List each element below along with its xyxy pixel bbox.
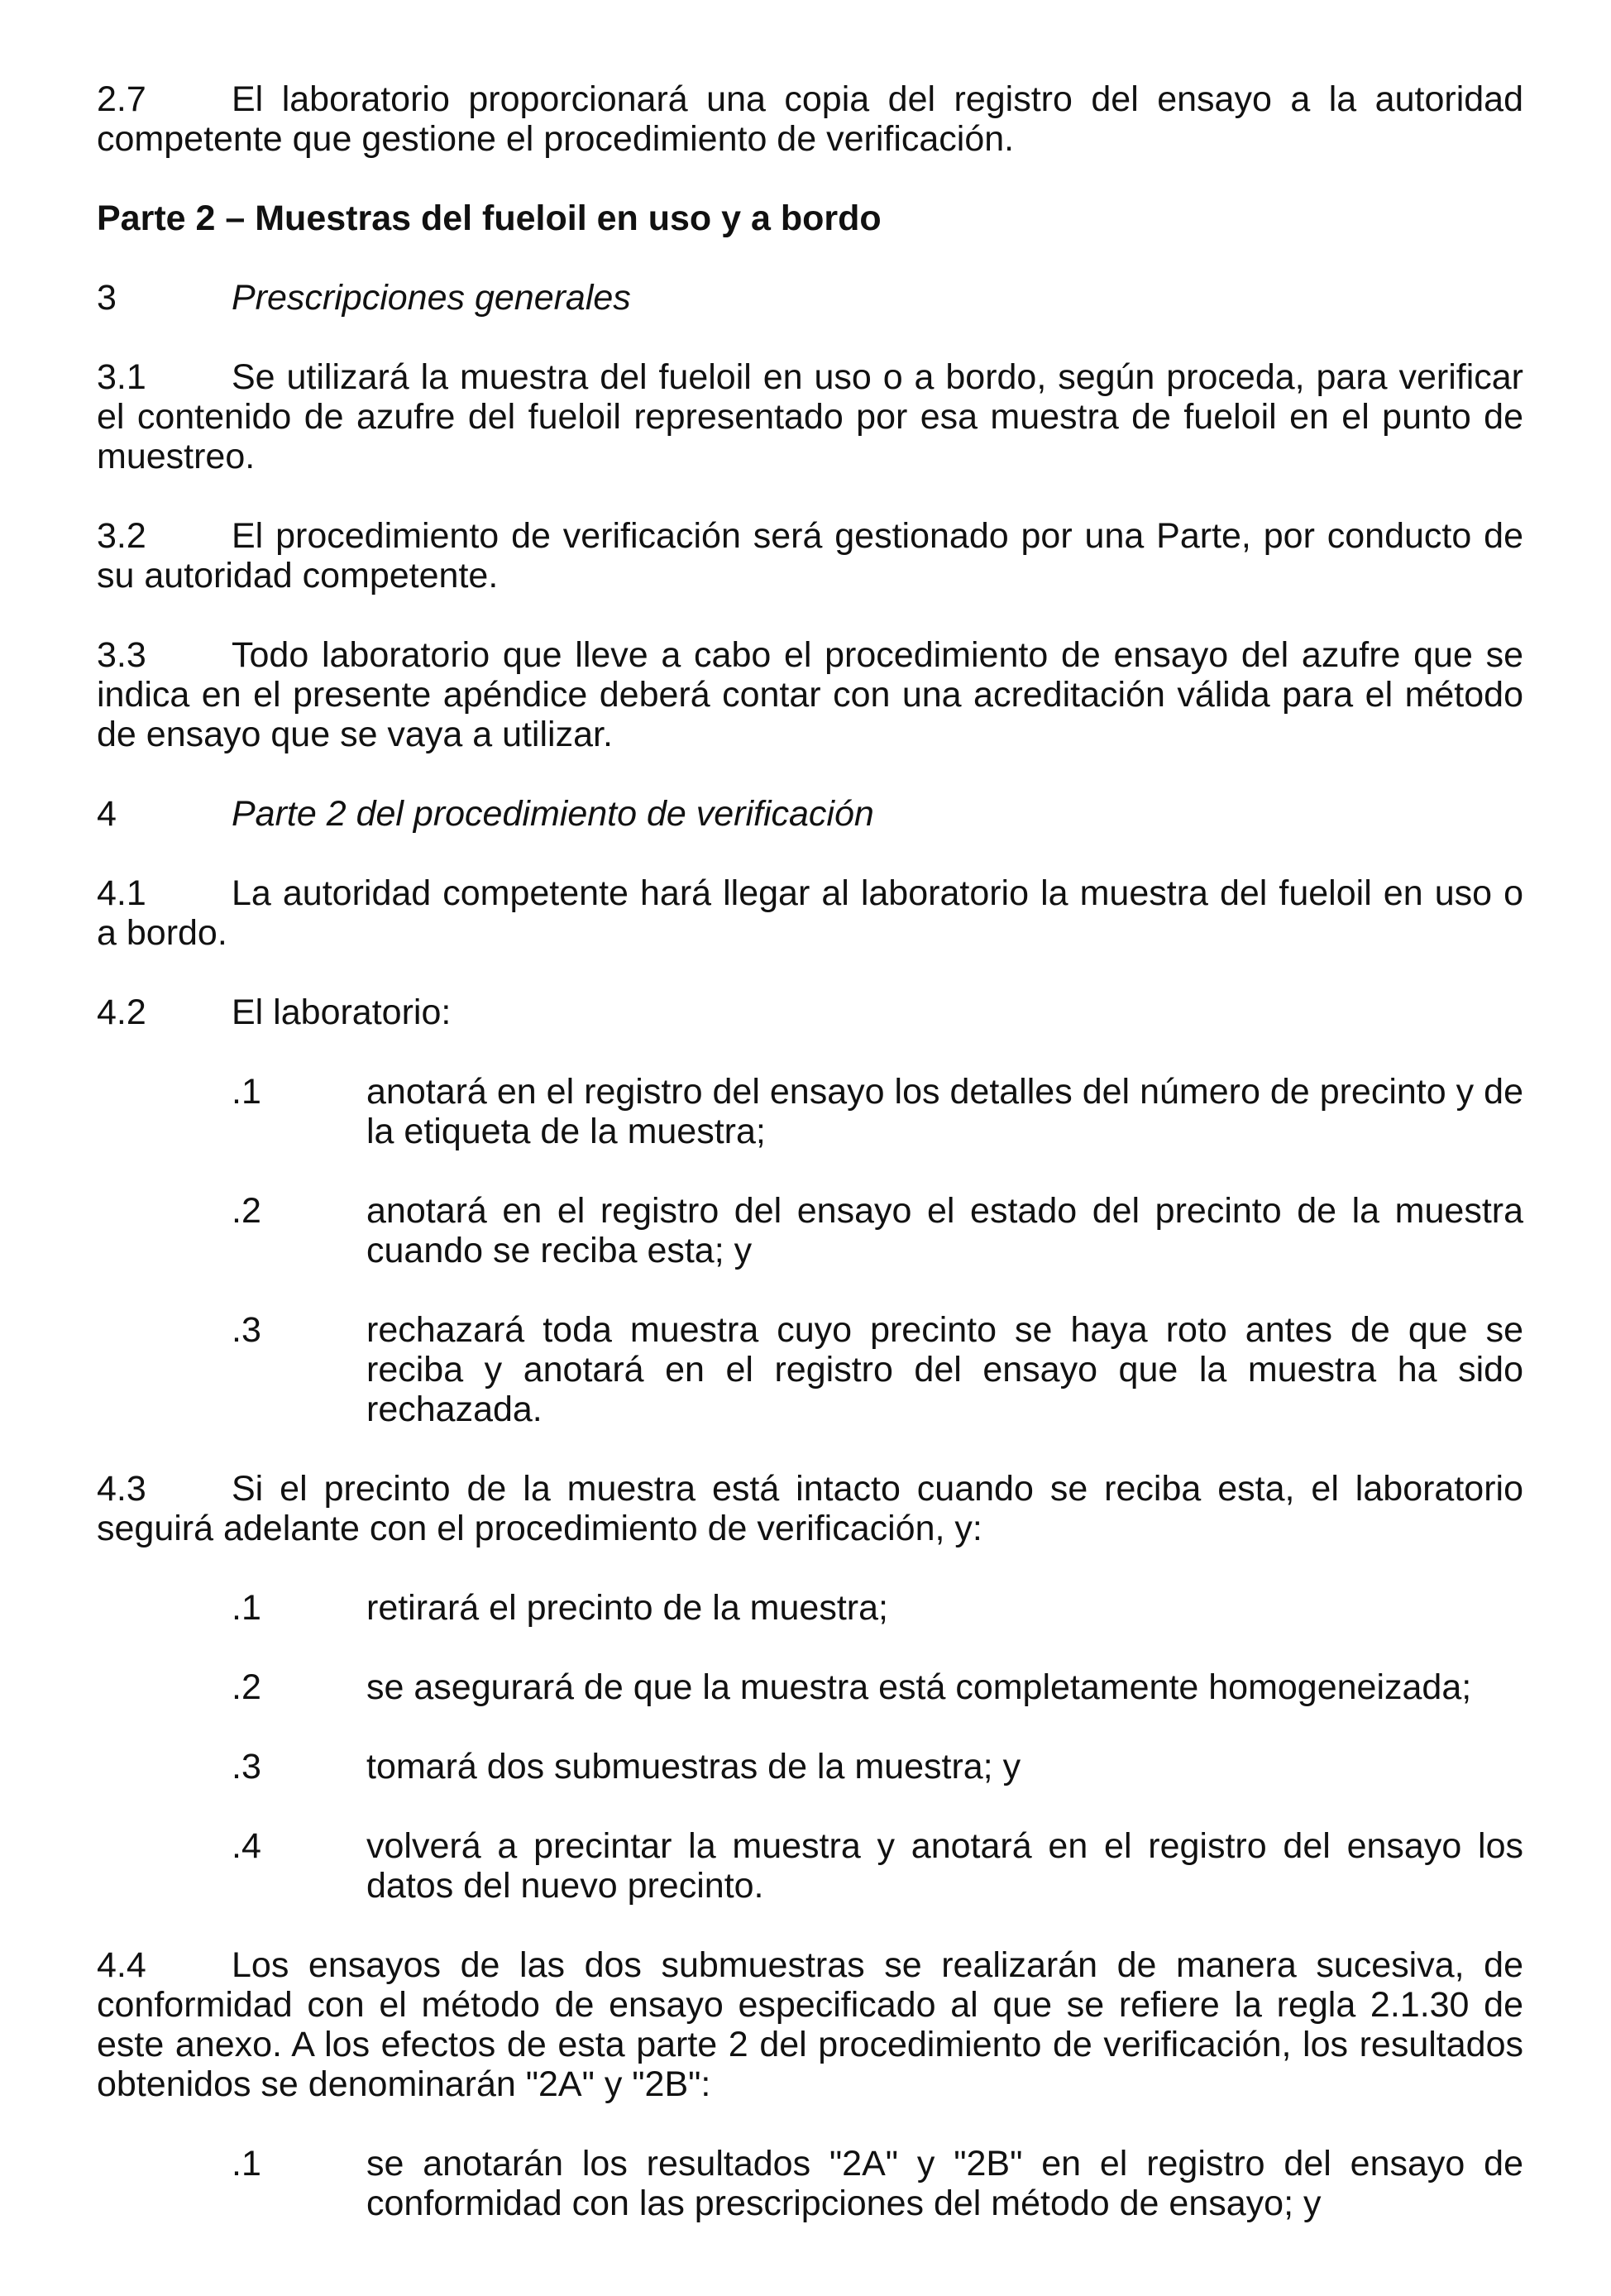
list-item-4-4-1 <box>232 2144 1523 2223</box>
document-page <box>97 79 1523 2223</box>
list-item-4-2-3 <box>232 1310 1523 1429</box>
list-item-4-3-1 <box>232 1588 1523 1628</box>
item-text: anotará en el registro del ensayo el estado del precinto de la muestra cuando se reciba esta; y <box>366 1191 1523 1270</box>
list-item-4-2-1 <box>232 1072 1523 1151</box>
item-number: .3 <box>232 1310 261 1350</box>
item-number: .1 <box>232 1588 261 1628</box>
paragraph-number: 3.1 <box>97 357 146 397</box>
item-number: .1 <box>232 1072 261 1112</box>
section-number: 4 <box>97 794 117 834</box>
item-text: anotará en el registro del ensayo los detalles del número de precinto y de la etiqueta de la muestra; <box>366 1072 1523 1151</box>
paragraph-number: 4.2 <box>97 993 146 1032</box>
paragraph-number: 3.2 <box>97 516 146 556</box>
paragraph-text: Los ensayos de las dos submuestras se realizarán de manera sucesiva, de conformidad con el método de ensayo especificado al que se refiere la regla 2.1.30 de este anexo. A los efectos de esta parte 2 del procedimiento de verificación, los resultados obtenidos se denominarán "2A" y "2B": <box>97 1945 1523 2104</box>
paragraph-number: 4.3 <box>97 1469 146 1509</box>
paragraph-number: 3.3 <box>97 635 146 675</box>
paragraph-number: 4.1 <box>97 873 146 913</box>
list-item-4-3-4 <box>232 1826 1523 1906</box>
item-number: .4 <box>232 1826 261 1866</box>
paragraph-number: 4.4 <box>97 1945 146 1985</box>
item-text: se asegurará de que la muestra está completamente homogeneizada; <box>366 1667 1472 1707</box>
item-text: se anotarán los resultados "2A" y "2B" en el registro del ensayo de conformidad con las prescripciones del método de ensayo; y <box>366 2144 1523 2223</box>
paragraph-text: Si el precinto de la muestra está intacto cuando se reciba esta, el laboratorio seguirá adelante con el procedimiento de verificación, y: <box>97 1469 1523 1548</box>
paragraph-4-3 <box>97 1469 1523 1548</box>
list-item-4-2-2 <box>232 1191 1523 1270</box>
item-number: .1 <box>232 2144 261 2184</box>
paragraph-text: El laboratorio: <box>232 993 452 1032</box>
section-3-heading <box>97 278 1523 318</box>
item-text: retirará el precinto de la muestra; <box>366 1588 888 1628</box>
part-2-heading: Parte 2 – Muestras del fueloil en uso y a bordo <box>97 199 882 238</box>
item-number: .2 <box>232 1191 261 1231</box>
paragraph-text: El laboratorio proporcionará una copia del registro del ensayo a la autoridad competente que gestione el procedimiento de verificación. <box>97 79 1523 159</box>
section-title: Prescripciones generales <box>232 278 631 318</box>
paragraph-text: Todo laboratorio que lleve a cabo el procedimiento de ensayo del azufre que se indica en el presente apéndice deberá contar con una acreditación válida para el método de ensayo que se vaya a utilizar. <box>97 635 1523 754</box>
section-number: 3 <box>97 278 117 318</box>
item-text: tomará dos submuestras de la muestra; y <box>366 1747 1021 1787</box>
section-title: Parte 2 del procedimiento de verificación <box>232 794 874 834</box>
item-number: .3 <box>232 1747 261 1787</box>
section-4-heading <box>97 794 1523 834</box>
paragraph-text: Se utilizará la muestra del fueloil en uso o a bordo, según proceda, para verificar el contenido de azufre del fueloil representado por esa muestra de fueloil en el punto de muestreo. <box>97 357 1523 476</box>
paragraph-number: 2.7 <box>97 79 146 119</box>
paragraph-4-2 <box>97 993 1523 1032</box>
paragraph-text: La autoridad competente hará llegar al laboratorio la muestra del fueloil en uso o a bordo. <box>97 873 1523 953</box>
list-item-4-3-2 <box>232 1667 1523 1707</box>
paragraph-3-2 <box>97 516 1523 596</box>
item-text: rechazará toda muestra cuyo precinto se haya roto antes de que se reciba y anotará en el registro del ensayo que la muestra ha sido rechazada. <box>366 1310 1523 1429</box>
list-item-4-3-3 <box>232 1747 1523 1787</box>
paragraph-text: El procedimiento de verificación será gestionado por una Parte, por conducto de su autoridad competente. <box>97 516 1523 596</box>
item-text: volverá a precintar la muestra y anotará en el registro del ensayo los datos del nuevo precinto. <box>366 1826 1523 1906</box>
paragraph-3-1 <box>97 357 1523 476</box>
paragraph-3-3 <box>97 635 1523 754</box>
paragraph-2-7 <box>97 79 1523 159</box>
item-number: .2 <box>232 1667 261 1707</box>
paragraph-4-4 <box>97 1945 1523 2104</box>
paragraph-4-1 <box>97 873 1523 953</box>
